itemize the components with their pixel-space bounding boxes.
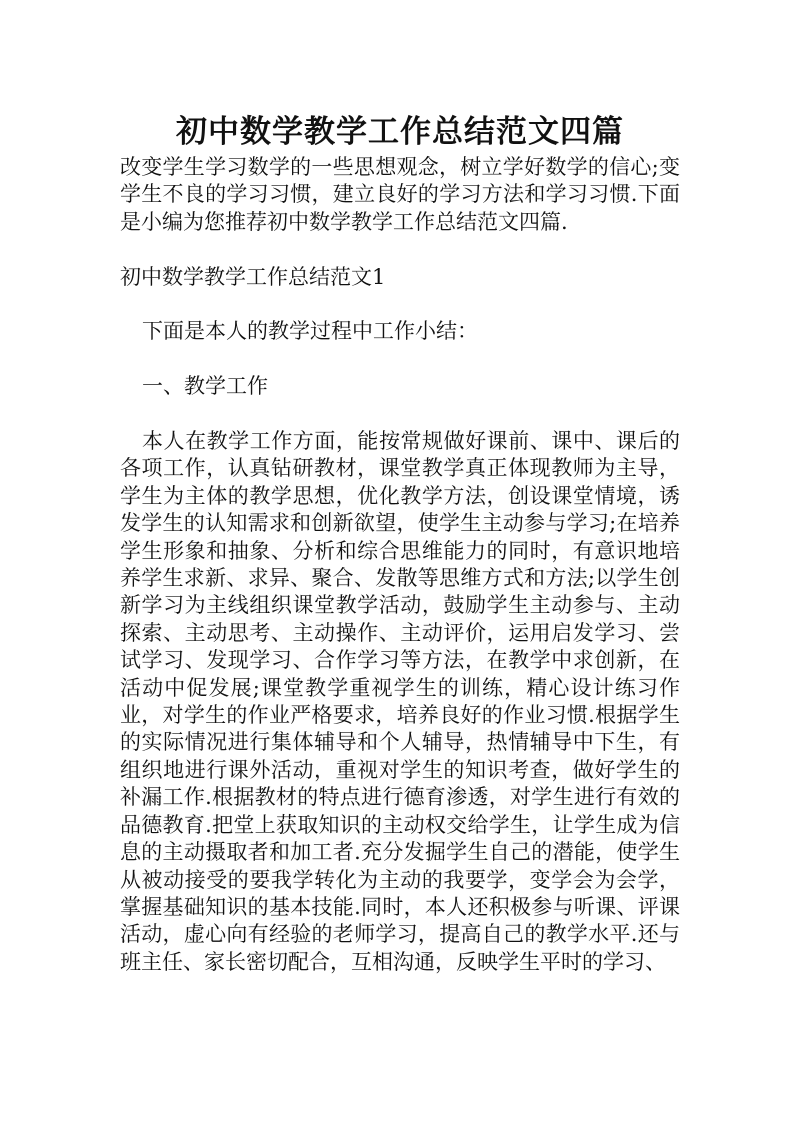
body-paragraph: 本人在教学工作方面，能按常规做好课前、课中、课后的各项工作，认真钻研教材，课堂教学真正体现教师为主导，学生为主体的教学思想，优化教学方法，创设课堂情境，诱发学生的认知需求和创新欲望，使学生主动参与学习;在培养学生形象和抽象、分析和综合思维能力的同时，有意识地培养学生求新、求异、聚合、发散等思维方式和方法;以学生创新学习为主线组织课堂教学活动，鼓励学生主动参与、主动探索、主动思考、主动操作、主动评价，运用启发学习、尝试学习、发现学习、合作学习等方法，在教学中求创新，在活动中促发展;课堂教学重视学生的训练，精心设计练习作业，对学生的作业严格要求，培养良好的作业习惯.根据学生的实际情况进行集体辅导和个人辅导，热情辅导中下生，有组织地进行课外活动，重视对学生的知识考查，做好学生的补漏工作.根据教材的特点进行德育渗透，对学生进行有效的品德教育.把堂上获取知识的主动权交给学生，让学生成为信息的主动摄取者和加工者.充分发掘学生自己的潜能，使学生从被动接受的要我学转化为主动的我要学，变学会为会学，掌握基础知识的基本技能.同时，本人还积极参与听课、评课活动，虚心向有经验的老师学习，提高自己的教学水平.还与班主任、家长密切配合，互相沟通，反映学生平时的学习、 bbox=[120, 429, 680, 974]
document-title: 初中数学教学工作总结范文四篇 bbox=[176, 114, 624, 150]
section-lead: 下面是本人的教学过程中工作小结： bbox=[142, 319, 478, 344]
section-title: 初中数学教学工作总结范文1 bbox=[120, 264, 386, 289]
intro-paragraph: 改变学生学习数学的一些思想观念，树立学好数学的信心;变学生不良的学习习惯，建立良好的学习方法和学习习惯.下面是小编为您推荐初中数学教学工作总结范文四篇. bbox=[120, 155, 680, 234]
document-page bbox=[120, 112, 680, 976]
spacer bbox=[120, 236, 680, 263]
spacer bbox=[120, 401, 680, 428]
subsection-title: 一、教学工作 bbox=[142, 374, 268, 399]
spacer bbox=[120, 346, 680, 373]
spacer bbox=[120, 291, 680, 318]
